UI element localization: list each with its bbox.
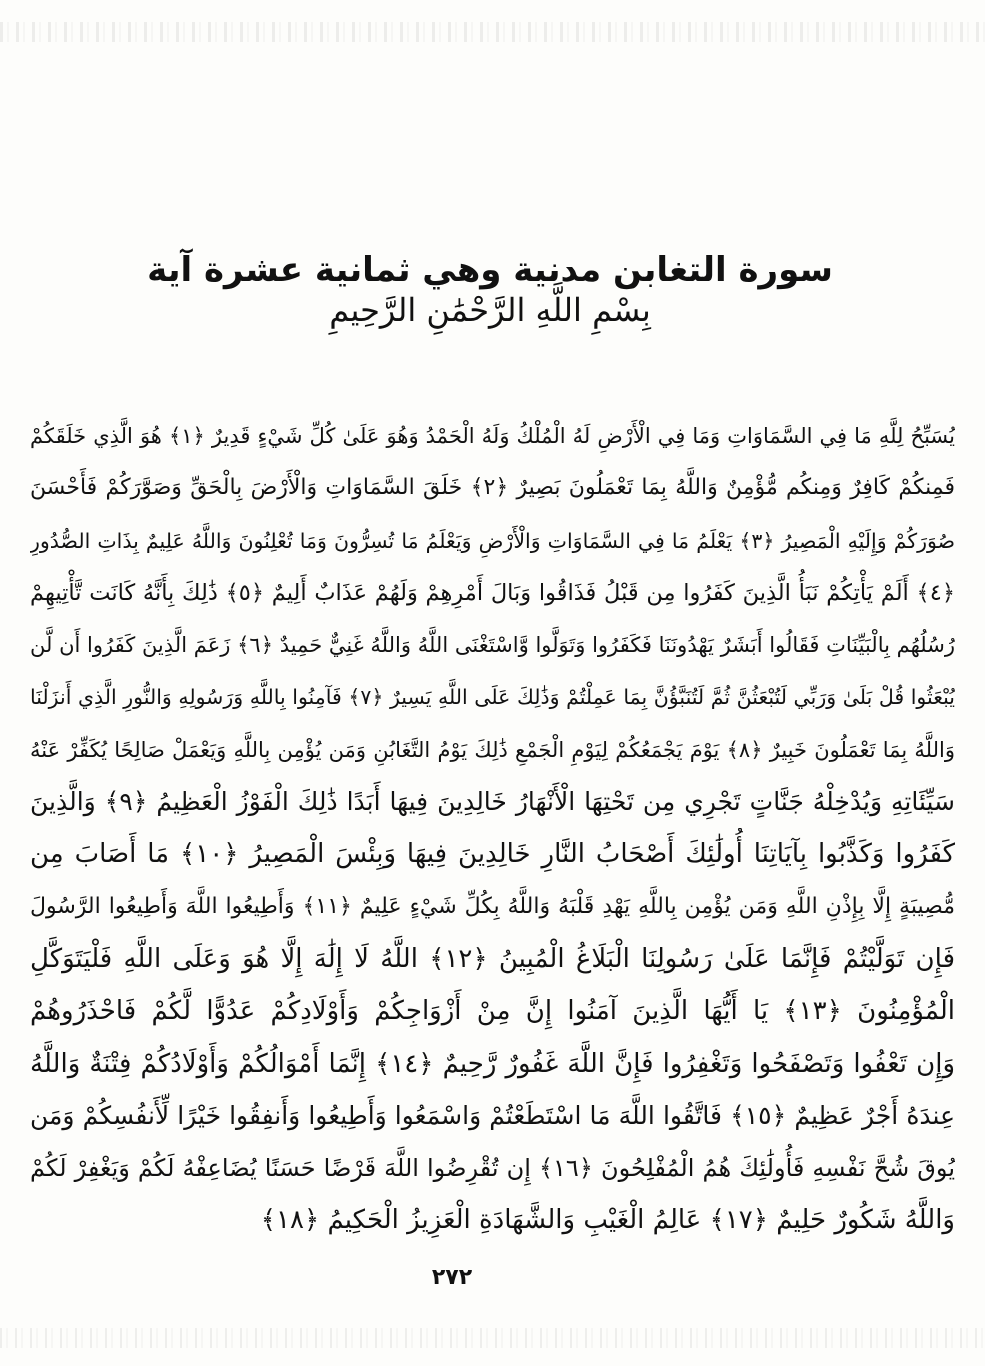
text-line: وَاللَّهُ شَكُورٌ حَلِيمٌ ﴿١٧﴾ عَالِمُ الْغَيْبِ وَالشَّهَادَةِ الْعَزِيزُ الْحَكِيمُ ﴿١٨﴾ — [260, 1205, 955, 1236]
text-line: يُسَبِّحُ لِلَّهِ مَا فِي السَّمَاوَاتِ وَمَا فِي الْأَرْضِ لَهُ الْمُلْكُ وَلَهُ الْحَمْدُ وَهُوَ عَلَىٰ كُلِّ شَيْءٍ قَدِيرٌ ﴿١﴾ هُوَ الَّذِي خَلَقَكُمْ — [30, 424, 955, 448]
text-line: عِندَهُ أَجْرٌ عَظِيمٌ ﴿١٥﴾ فَاتَّقُوا اللَّهَ مَا اسْتَطَعْتُمْ وَاسْمَعُوا وَأَطِيعُوا وَأَنفِقُوا خَيْرًا لِّأَنفُسِكُمْ وَمَن — [30, 1100, 955, 1130]
scan-noise-bottom — [0, 1328, 985, 1348]
text-line: مُّصِيبَةٍ إِلَّا بِإِذْنِ اللَّهِ وَمَن يُؤْمِن بِاللَّهِ يَهْدِ قَلْبَهُ وَاللَّهُ بِكُلِّ شَيْءٍ عَلِيمٌ ﴿١١﴾ وَأَطِيعُوا اللَّهَ وَأَطِيعُوا الرَّسُولَ — [30, 893, 955, 919]
page-number: ٢٧٢ — [431, 1265, 473, 1290]
text-line: فَمِنكُمْ كَافِرٌ وَمِنكُم مُّؤْمِنٌ وَاللَّهُ بِمَا تَعْمَلُونَ بَصِيرٌ ﴿٢﴾ خَلَقَ السَّمَاوَاتِ وَالْأَرْضَ بِالْحَقِّ وَصَوَّرَكُمْ فَأَحْسَنَ — [30, 475, 955, 501]
text-line: فَإِن تَوَلَّيْتُمْ فَإِنَّمَا عَلَىٰ رَسُولِنَا الْبَلَاغُ الْمُبِينُ ﴿١٢﴾ اللَّهُ لَا إِلَٰهَ إِلَّا هُوَ وَعَلَى اللَّهِ فَلْيَتَوَكَّلِ — [30, 943, 955, 974]
surah-title: سورة التغابن مدنية وهي ثمانية عشرة آية — [147, 249, 833, 290]
surah-text — [30, 410, 955, 1247]
text-line: يُبْعَثُوا قُلْ بَلَىٰ وَرَبِّي لَتُبْعَثُنَّ ثُمَّ لَتُنَبَّؤُنَّ بِمَا عَمِلْتُمْ وَذَٰلِكَ عَلَى اللَّهِ يَسِيرٌ ﴿٧﴾ فَآمِنُوا بِاللَّهِ وَرَسُولِهِ وَالنُّورِ الَّذِي أَنزَلْنَا — [30, 685, 955, 710]
text-line: الْمُؤْمِنُونَ ﴿١٣﴾ يَا أَيُّهَا الَّذِينَ آمَنُوا إِنَّ مِنْ أَزْوَاجِكُمْ وَأَوْلَادِكُمْ عَدُوًّا لَّكُمْ فَاحْذَرُوهُمْ — [30, 996, 955, 1027]
text-line: رُسُلُهُم بِالْبَيِّنَاتِ فَقَالُوا أَبَشَرٌ يَهْدُونَنَا فَكَفَرُوا وَتَوَلَّوا وَّاسْتَغْنَى اللَّهُ وَاللَّهُ غَنِيٌّ حَمِيدٌ ﴿٦﴾ زَعَمَ الَّذِينَ كَفَرُوا أَن لَّن — [30, 633, 955, 658]
text-line: سَيِّئَاتِهِ وَيُدْخِلْهُ جَنَّاتٍ تَجْرِي مِن تَحْتِهَا الْأَنْهَارُ خَالِدِينَ فِيهَا أَبَدًا ذَٰلِكَ الْفَوْزُ الْعَظِيمُ ﴿٩﴾ وَالَّذِينَ — [30, 787, 955, 817]
text-line: صُوَرَكُمْ وَإِلَيْهِ الْمَصِيرُ ﴿٣﴾ يَعْلَمُ مَا فِي السَّمَاوَاتِ وَالْأَرْضِ وَيَعْلَمُ مَا تُسِرُّونَ وَمَا تُعْلِنُونَ وَاللَّهُ عَلِيمٌ بِذَاتِ الصُّدُورِ — [30, 528, 955, 553]
text-line: وَإِن تَعْفُوا وَتَصْفَحُوا وَتَغْفِرُوا فَإِنَّ اللَّهَ غَفُورٌ رَّحِيمٌ ﴿١٤﴾ إِنَّمَا أَمْوَالُكُمْ وَأَوْلَادُكُمْ فِتْنَةٌ وَاللَّهُ — [30, 1048, 955, 1079]
text-line: كَفَرُوا وَكَذَّبُوا بِآيَاتِنَا أُولَٰئِكَ أَصْحَابُ النَّارِ خَالِدِينَ فِيهَا وَبِئْسَ الْمَصِيرُ ﴿١٠﴾ مَا أَصَابَ مِن — [30, 839, 955, 870]
text-line: وَاللَّهُ بِمَا تَعْمَلُونَ خَبِيرٌ ﴿٨﴾ يَوْمَ يَجْمَعُكُمْ لِيَوْمِ الْجَمْعِ ذَٰلِكَ يَوْمُ التَّغَابُنِ وَمَن يُؤْمِن بِاللَّهِ وَيَعْمَلْ صَالِحًا يُكَفِّرْ عَنْهُ — [30, 737, 955, 762]
basmala: بِسْمِ اللَّهِ الرَّحْمَٰنِ الرَّحِيمِ — [329, 291, 651, 329]
text-line: ﴿٤﴾ أَلَمْ يَأْتِكُمْ نَبَأُ الَّذِينَ كَفَرُوا مِن قَبْلُ فَذَاقُوا وَبَالَ أَمْرِهِمْ وَلَهُمْ عَذَابٌ أَلِيمٌ ﴿٥﴾ ذَٰلِكَ بِأَنَّهُ كَانَت تَّأْتِيهِمْ — [30, 579, 955, 606]
text-line: يُوقَ شُحَّ نَفْسِهِ فَأُولَٰئِكَ هُمُ الْمُفْلِحُونَ ﴿١٦﴾ إِن تُقْرِضُوا اللَّهَ قَرْضًا حَسَنًا يُضَاعِفْهُ لَكُمْ وَيَغْفِرْ لَكُمْ — [30, 1154, 955, 1183]
scan-noise-top — [0, 22, 985, 42]
